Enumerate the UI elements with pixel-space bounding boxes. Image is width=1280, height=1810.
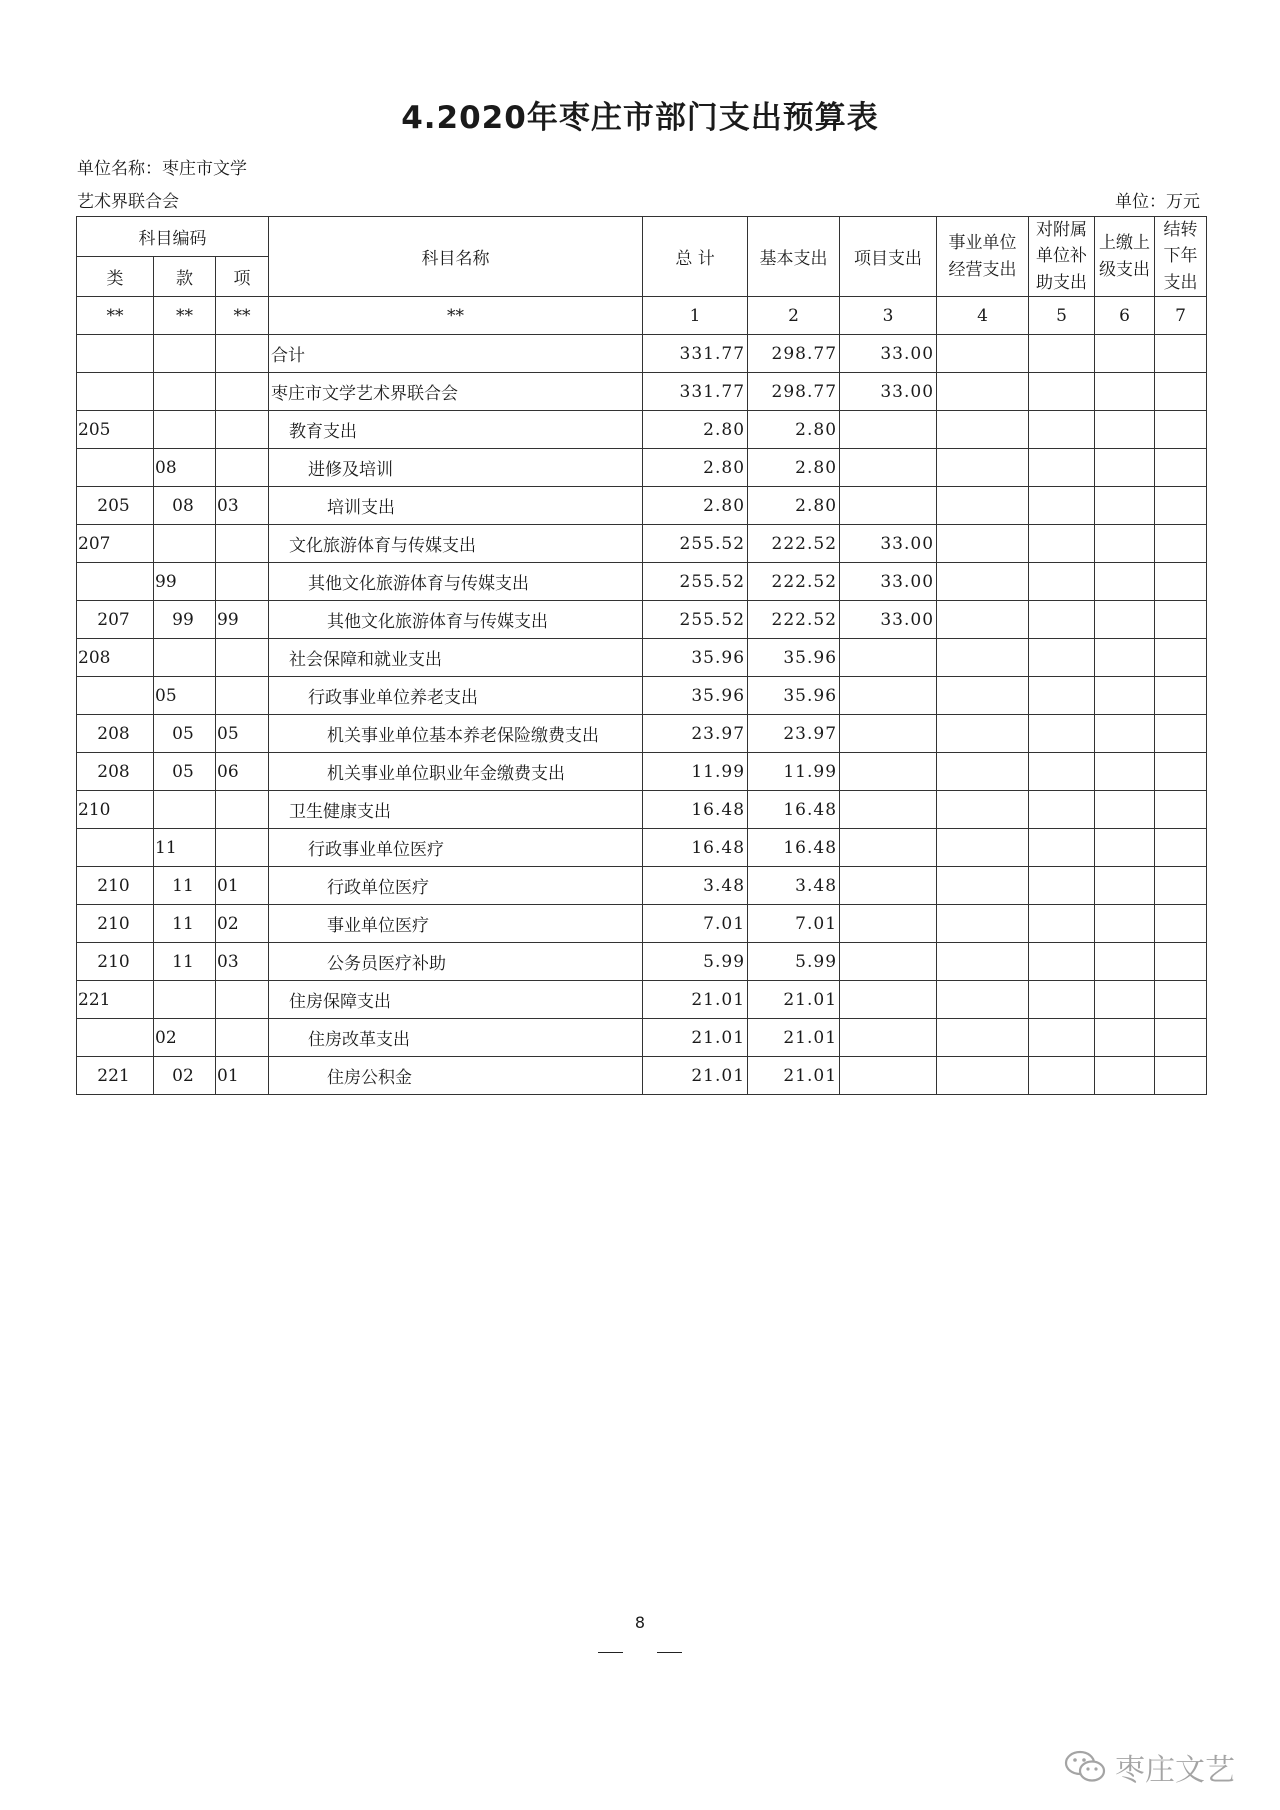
table-row bbox=[77, 335, 1207, 373]
table-row bbox=[77, 1019, 1207, 1057]
cell-kuan: 05 bbox=[154, 677, 216, 715]
cell-subject-name: 行政单位医疗 bbox=[269, 867, 643, 905]
cell-kuan: 05 bbox=[154, 753, 216, 791]
cell-business bbox=[937, 1057, 1029, 1095]
cell-lei: 205 bbox=[77, 487, 154, 525]
cell-project bbox=[840, 411, 937, 449]
cell-xiang bbox=[216, 449, 269, 487]
cell-business bbox=[937, 525, 1029, 563]
header-basic: 基本支出 bbox=[748, 217, 840, 297]
cell-kuan: 08 bbox=[154, 449, 216, 487]
cell-upper bbox=[1095, 525, 1155, 563]
table-row bbox=[77, 829, 1207, 867]
cell-kuan bbox=[154, 335, 216, 373]
index-cell: 5 bbox=[1029, 297, 1095, 335]
cell-kuan: 02 bbox=[154, 1057, 216, 1095]
unit-name-line2: 艺术界联合会 bbox=[77, 192, 179, 212]
index-cell: ** bbox=[269, 297, 643, 335]
cell-xiang bbox=[216, 791, 269, 829]
cell-upper bbox=[1095, 943, 1155, 981]
cell-business bbox=[937, 639, 1029, 677]
unit-name-line1: 单位名称：枣庄市文学 bbox=[77, 159, 247, 179]
cell-lei bbox=[77, 563, 154, 601]
cell-carry bbox=[1155, 715, 1207, 753]
cell-kuan: 05 bbox=[154, 715, 216, 753]
cell-upper bbox=[1095, 677, 1155, 715]
cell-subject-name: 机关事业单位职业年金缴费支出 bbox=[269, 753, 643, 791]
cell-total: 2.80 bbox=[643, 487, 748, 525]
index-cell: 1 bbox=[643, 297, 748, 335]
cell-basic: 16.48 bbox=[748, 791, 840, 829]
cell-lei: 208 bbox=[77, 639, 154, 677]
cell-total: 255.52 bbox=[643, 563, 748, 601]
index-cell: 4 bbox=[937, 297, 1029, 335]
cell-subject-name: 行政事业单位养老支出 bbox=[269, 677, 643, 715]
index-cell: 3 bbox=[840, 297, 937, 335]
cell-subject-name: 卫生健康支出 bbox=[269, 791, 643, 829]
cell-basic: 2.80 bbox=[748, 411, 840, 449]
cell-business bbox=[937, 601, 1029, 639]
cell-upper bbox=[1095, 449, 1155, 487]
cell-subsidy bbox=[1029, 715, 1095, 753]
cell-subsidy bbox=[1029, 791, 1095, 829]
cell-kuan: 11 bbox=[154, 829, 216, 867]
cell-xiang: 05 bbox=[216, 715, 269, 753]
cell-project bbox=[840, 677, 937, 715]
cell-lei bbox=[77, 373, 154, 411]
table-row bbox=[77, 943, 1207, 981]
cell-kuan: 11 bbox=[154, 943, 216, 981]
cell-total: 35.96 bbox=[643, 677, 748, 715]
cell-basic: 222.52 bbox=[748, 601, 840, 639]
cell-subject-name: 进修及培训 bbox=[269, 449, 643, 487]
header-subject-name: 科目名称 bbox=[269, 217, 643, 297]
cell-project bbox=[840, 829, 937, 867]
cell-upper bbox=[1095, 1019, 1155, 1057]
index-cell: ** bbox=[154, 297, 216, 335]
header-xiang: 项 bbox=[216, 257, 269, 297]
table-row bbox=[77, 753, 1207, 791]
header-upper: 上缴上级支出 bbox=[1095, 217, 1155, 297]
cell-total: 21.01 bbox=[643, 981, 748, 1019]
cell-lei: 207 bbox=[77, 601, 154, 639]
table-row bbox=[77, 867, 1207, 905]
index-cell: ** bbox=[216, 297, 269, 335]
cell-project bbox=[840, 639, 937, 677]
cell-lei: 210 bbox=[77, 943, 154, 981]
cell-xiang bbox=[216, 335, 269, 373]
table-row bbox=[77, 487, 1207, 525]
cell-carry bbox=[1155, 639, 1207, 677]
cell-carry bbox=[1155, 829, 1207, 867]
cell-lei: 205 bbox=[77, 411, 154, 449]
cell-total: 2.80 bbox=[643, 411, 748, 449]
cell-total: 5.99 bbox=[643, 943, 748, 981]
cell-total: 7.01 bbox=[643, 905, 748, 943]
cell-subject-name: 合计 bbox=[269, 335, 643, 373]
header-carry: 结转下年支出 bbox=[1155, 217, 1207, 297]
cell-business bbox=[937, 335, 1029, 373]
cell-basic: 222.52 bbox=[748, 525, 840, 563]
cell-subsidy bbox=[1029, 563, 1095, 601]
cell-upper bbox=[1095, 639, 1155, 677]
cell-total: 16.48 bbox=[643, 829, 748, 867]
cell-project bbox=[840, 1057, 937, 1095]
cell-project bbox=[840, 487, 937, 525]
cell-lei: 210 bbox=[77, 867, 154, 905]
cell-subject-name: 社会保障和就业支出 bbox=[269, 639, 643, 677]
cell-subject-name: 教育支出 bbox=[269, 411, 643, 449]
cell-total: 331.77 bbox=[643, 335, 748, 373]
cell-xiang bbox=[216, 677, 269, 715]
cell-kuan bbox=[154, 411, 216, 449]
cell-subsidy bbox=[1029, 601, 1095, 639]
cell-upper bbox=[1095, 1057, 1155, 1095]
cell-business bbox=[937, 943, 1029, 981]
cell-subsidy bbox=[1029, 981, 1095, 1019]
cell-subsidy bbox=[1029, 335, 1095, 373]
cell-business bbox=[937, 753, 1029, 791]
cell-carry bbox=[1155, 677, 1207, 715]
table-row bbox=[77, 791, 1207, 829]
cell-xiang: 03 bbox=[216, 487, 269, 525]
cell-basic: 11.99 bbox=[748, 753, 840, 791]
cell-total: 255.52 bbox=[643, 525, 748, 563]
watermark-text: 枣庄文艺 bbox=[1115, 1753, 1235, 1788]
cell-subject-name: 其他文化旅游体育与传媒支出 bbox=[269, 601, 643, 639]
cell-carry bbox=[1155, 905, 1207, 943]
cell-project bbox=[840, 943, 937, 981]
cell-subsidy bbox=[1029, 373, 1095, 411]
cell-carry bbox=[1155, 1019, 1207, 1057]
table-row bbox=[77, 525, 1207, 563]
cell-carry bbox=[1155, 867, 1207, 905]
cell-business bbox=[937, 905, 1029, 943]
cell-basic: 21.01 bbox=[748, 1019, 840, 1057]
cell-upper bbox=[1095, 373, 1155, 411]
cell-lei: 208 bbox=[77, 715, 154, 753]
cell-upper bbox=[1095, 981, 1155, 1019]
cell-xiang bbox=[216, 639, 269, 677]
cell-xiang: 06 bbox=[216, 753, 269, 791]
cell-project: 33.00 bbox=[840, 335, 937, 373]
cell-project bbox=[840, 981, 937, 1019]
cell-carry bbox=[1155, 601, 1207, 639]
currency-unit-label: 单位：万元 bbox=[1115, 192, 1200, 212]
page-title: 4.2020年枣庄市部门支出预算表 bbox=[401, 100, 879, 136]
cell-total: 23.97 bbox=[643, 715, 748, 753]
cell-subject-name: 文化旅游体育与传媒支出 bbox=[269, 525, 643, 563]
cell-business bbox=[937, 487, 1029, 525]
cell-subsidy bbox=[1029, 867, 1095, 905]
cell-subsidy bbox=[1029, 943, 1095, 981]
cell-total: 2.80 bbox=[643, 449, 748, 487]
table-row bbox=[77, 715, 1207, 753]
cell-lei: 221 bbox=[77, 1057, 154, 1095]
header-project: 项目支出 bbox=[840, 217, 937, 297]
cell-project bbox=[840, 1019, 937, 1057]
cell-upper bbox=[1095, 601, 1155, 639]
cell-kuan: 99 bbox=[154, 563, 216, 601]
header-total: 总 计 bbox=[643, 217, 748, 297]
cell-carry bbox=[1155, 1057, 1207, 1095]
cell-basic: 7.01 bbox=[748, 905, 840, 943]
cell-carry bbox=[1155, 487, 1207, 525]
table-row bbox=[77, 601, 1207, 639]
cell-subject-name: 公务员医疗补助 bbox=[269, 943, 643, 981]
table-row bbox=[77, 563, 1207, 601]
cell-subsidy bbox=[1029, 829, 1095, 867]
page-number: 8 bbox=[634, 1613, 646, 1632]
cell-basic: 2.80 bbox=[748, 487, 840, 525]
cell-xiang bbox=[216, 563, 269, 601]
cell-business bbox=[937, 829, 1029, 867]
cell-subsidy bbox=[1029, 1019, 1095, 1057]
cell-total: 255.52 bbox=[643, 601, 748, 639]
table-row bbox=[77, 981, 1207, 1019]
header-business: 事业单位经营支出 bbox=[937, 217, 1029, 297]
header-kuan: 款 bbox=[154, 257, 216, 297]
cell-basic: 222.52 bbox=[748, 563, 840, 601]
cell-upper bbox=[1095, 563, 1155, 601]
cell-basic: 2.80 bbox=[748, 449, 840, 487]
cell-carry bbox=[1155, 981, 1207, 1019]
cell-upper bbox=[1095, 335, 1155, 373]
cell-project bbox=[840, 449, 937, 487]
cell-subject-name: 事业单位医疗 bbox=[269, 905, 643, 943]
cell-xiang: 01 bbox=[216, 1057, 269, 1095]
cell-basic: 16.48 bbox=[748, 829, 840, 867]
cell-subsidy bbox=[1029, 525, 1095, 563]
cell-xiang: 01 bbox=[216, 867, 269, 905]
cell-kuan: 02 bbox=[154, 1019, 216, 1057]
cell-carry bbox=[1155, 563, 1207, 601]
cell-xiang bbox=[216, 981, 269, 1019]
cell-kuan bbox=[154, 639, 216, 677]
header-lei: 类 bbox=[77, 257, 154, 297]
wechat-icon bbox=[1063, 1749, 1107, 1785]
cell-project: 33.00 bbox=[840, 525, 937, 563]
cell-subject-name: 其他文化旅游体育与传媒支出 bbox=[269, 563, 643, 601]
cell-subsidy bbox=[1029, 905, 1095, 943]
cell-project bbox=[840, 715, 937, 753]
cell-subsidy bbox=[1029, 639, 1095, 677]
cell-carry bbox=[1155, 525, 1207, 563]
cell-upper bbox=[1095, 905, 1155, 943]
cell-kuan: 08 bbox=[154, 487, 216, 525]
cell-upper bbox=[1095, 411, 1155, 449]
page-footer-dashes bbox=[0, 1642, 1280, 1661]
cell-business bbox=[937, 563, 1029, 601]
cell-carry bbox=[1155, 449, 1207, 487]
cell-project: 33.00 bbox=[840, 373, 937, 411]
cell-subject-name: 培训支出 bbox=[269, 487, 643, 525]
cell-xiang: 99 bbox=[216, 601, 269, 639]
cell-upper bbox=[1095, 791, 1155, 829]
cell-business bbox=[937, 1019, 1029, 1057]
watermark bbox=[1063, 1745, 1235, 1789]
cell-lei: 210 bbox=[77, 905, 154, 943]
cell-xiang bbox=[216, 373, 269, 411]
cell-xiang bbox=[216, 525, 269, 563]
cell-basic: 5.99 bbox=[748, 943, 840, 981]
cell-carry bbox=[1155, 791, 1207, 829]
cell-subject-name: 住房保障支出 bbox=[269, 981, 643, 1019]
cell-lei: 221 bbox=[77, 981, 154, 1019]
cell-business bbox=[937, 981, 1029, 1019]
index-cell: 2 bbox=[748, 297, 840, 335]
cell-total: 21.01 bbox=[643, 1019, 748, 1057]
table-row bbox=[77, 905, 1207, 943]
cell-kuan bbox=[154, 525, 216, 563]
cell-lei bbox=[77, 829, 154, 867]
header-subsidy: 对附属单位补助支出 bbox=[1029, 217, 1095, 297]
cell-project: 33.00 bbox=[840, 563, 937, 601]
cell-lei bbox=[77, 335, 154, 373]
cell-lei bbox=[77, 1019, 154, 1057]
cell-lei: 207 bbox=[77, 525, 154, 563]
cell-project: 33.00 bbox=[840, 601, 937, 639]
budget-table bbox=[76, 216, 1207, 1095]
cell-basic: 23.97 bbox=[748, 715, 840, 753]
cell-xiang: 03 bbox=[216, 943, 269, 981]
cell-lei bbox=[77, 449, 154, 487]
cell-subsidy bbox=[1029, 1057, 1095, 1095]
cell-lei: 210 bbox=[77, 791, 154, 829]
table-row bbox=[77, 639, 1207, 677]
cell-upper bbox=[1095, 829, 1155, 867]
cell-business bbox=[937, 791, 1029, 829]
cell-subject-name: 住房公积金 bbox=[269, 1057, 643, 1095]
cell-basic: 3.48 bbox=[748, 867, 840, 905]
cell-subsidy bbox=[1029, 449, 1095, 487]
header-code-group: 科目编码 bbox=[77, 217, 269, 257]
cell-carry bbox=[1155, 943, 1207, 981]
cell-xiang bbox=[216, 1019, 269, 1057]
cell-project bbox=[840, 867, 937, 905]
cell-subject-name: 机关事业单位基本养老保险缴费支出 bbox=[269, 715, 643, 753]
cell-business bbox=[937, 867, 1029, 905]
cell-upper bbox=[1095, 867, 1155, 905]
cell-subject-name: 枣庄市文学艺术界联合会 bbox=[269, 373, 643, 411]
cell-total: 331.77 bbox=[643, 373, 748, 411]
cell-upper bbox=[1095, 753, 1155, 791]
cell-total: 11.99 bbox=[643, 753, 748, 791]
index-cell: 6 bbox=[1095, 297, 1155, 335]
table-row bbox=[77, 373, 1207, 411]
cell-total: 35.96 bbox=[643, 639, 748, 677]
cell-lei: 208 bbox=[77, 753, 154, 791]
cell-project bbox=[840, 905, 937, 943]
cell-business bbox=[937, 677, 1029, 715]
cell-xiang: 02 bbox=[216, 905, 269, 943]
index-cell: ** bbox=[77, 297, 154, 335]
cell-project bbox=[840, 753, 937, 791]
cell-kuan: 99 bbox=[154, 601, 216, 639]
cell-carry bbox=[1155, 753, 1207, 791]
cell-basic: 21.01 bbox=[748, 981, 840, 1019]
cell-business bbox=[937, 715, 1029, 753]
table-row bbox=[77, 1057, 1207, 1095]
cell-upper bbox=[1095, 715, 1155, 753]
cell-business bbox=[937, 449, 1029, 487]
cell-kuan bbox=[154, 981, 216, 1019]
cell-xiang bbox=[216, 411, 269, 449]
table-row bbox=[77, 677, 1207, 715]
cell-kuan: 11 bbox=[154, 905, 216, 943]
cell-basic: 298.77 bbox=[748, 335, 840, 373]
cell-carry bbox=[1155, 335, 1207, 373]
cell-basic: 298.77 bbox=[748, 373, 840, 411]
cell-kuan bbox=[154, 791, 216, 829]
cell-total: 3.48 bbox=[643, 867, 748, 905]
index-cell: 7 bbox=[1155, 297, 1207, 335]
cell-upper bbox=[1095, 487, 1155, 525]
cell-lei bbox=[77, 677, 154, 715]
table-row bbox=[77, 449, 1207, 487]
cell-kuan: 11 bbox=[154, 867, 216, 905]
header-row-1 bbox=[77, 217, 1207, 257]
cell-subsidy bbox=[1029, 753, 1095, 791]
cell-subject-name: 住房改革支出 bbox=[269, 1019, 643, 1057]
cell-basic: 35.96 bbox=[748, 677, 840, 715]
cell-basic: 35.96 bbox=[748, 639, 840, 677]
cell-subsidy bbox=[1029, 487, 1095, 525]
cell-total: 21.01 bbox=[643, 1057, 748, 1095]
cell-subsidy bbox=[1029, 411, 1095, 449]
cell-business bbox=[937, 411, 1029, 449]
index-row bbox=[77, 297, 1207, 335]
cell-business bbox=[937, 373, 1029, 411]
cell-project bbox=[840, 791, 937, 829]
cell-carry bbox=[1155, 373, 1207, 411]
cell-xiang bbox=[216, 829, 269, 867]
cell-subject-name: 行政事业单位医疗 bbox=[269, 829, 643, 867]
cell-subsidy bbox=[1029, 677, 1095, 715]
cell-carry bbox=[1155, 411, 1207, 449]
table-row bbox=[77, 411, 1207, 449]
cell-basic: 21.01 bbox=[748, 1057, 840, 1095]
cell-total: 16.48 bbox=[643, 791, 748, 829]
cell-kuan bbox=[154, 373, 216, 411]
